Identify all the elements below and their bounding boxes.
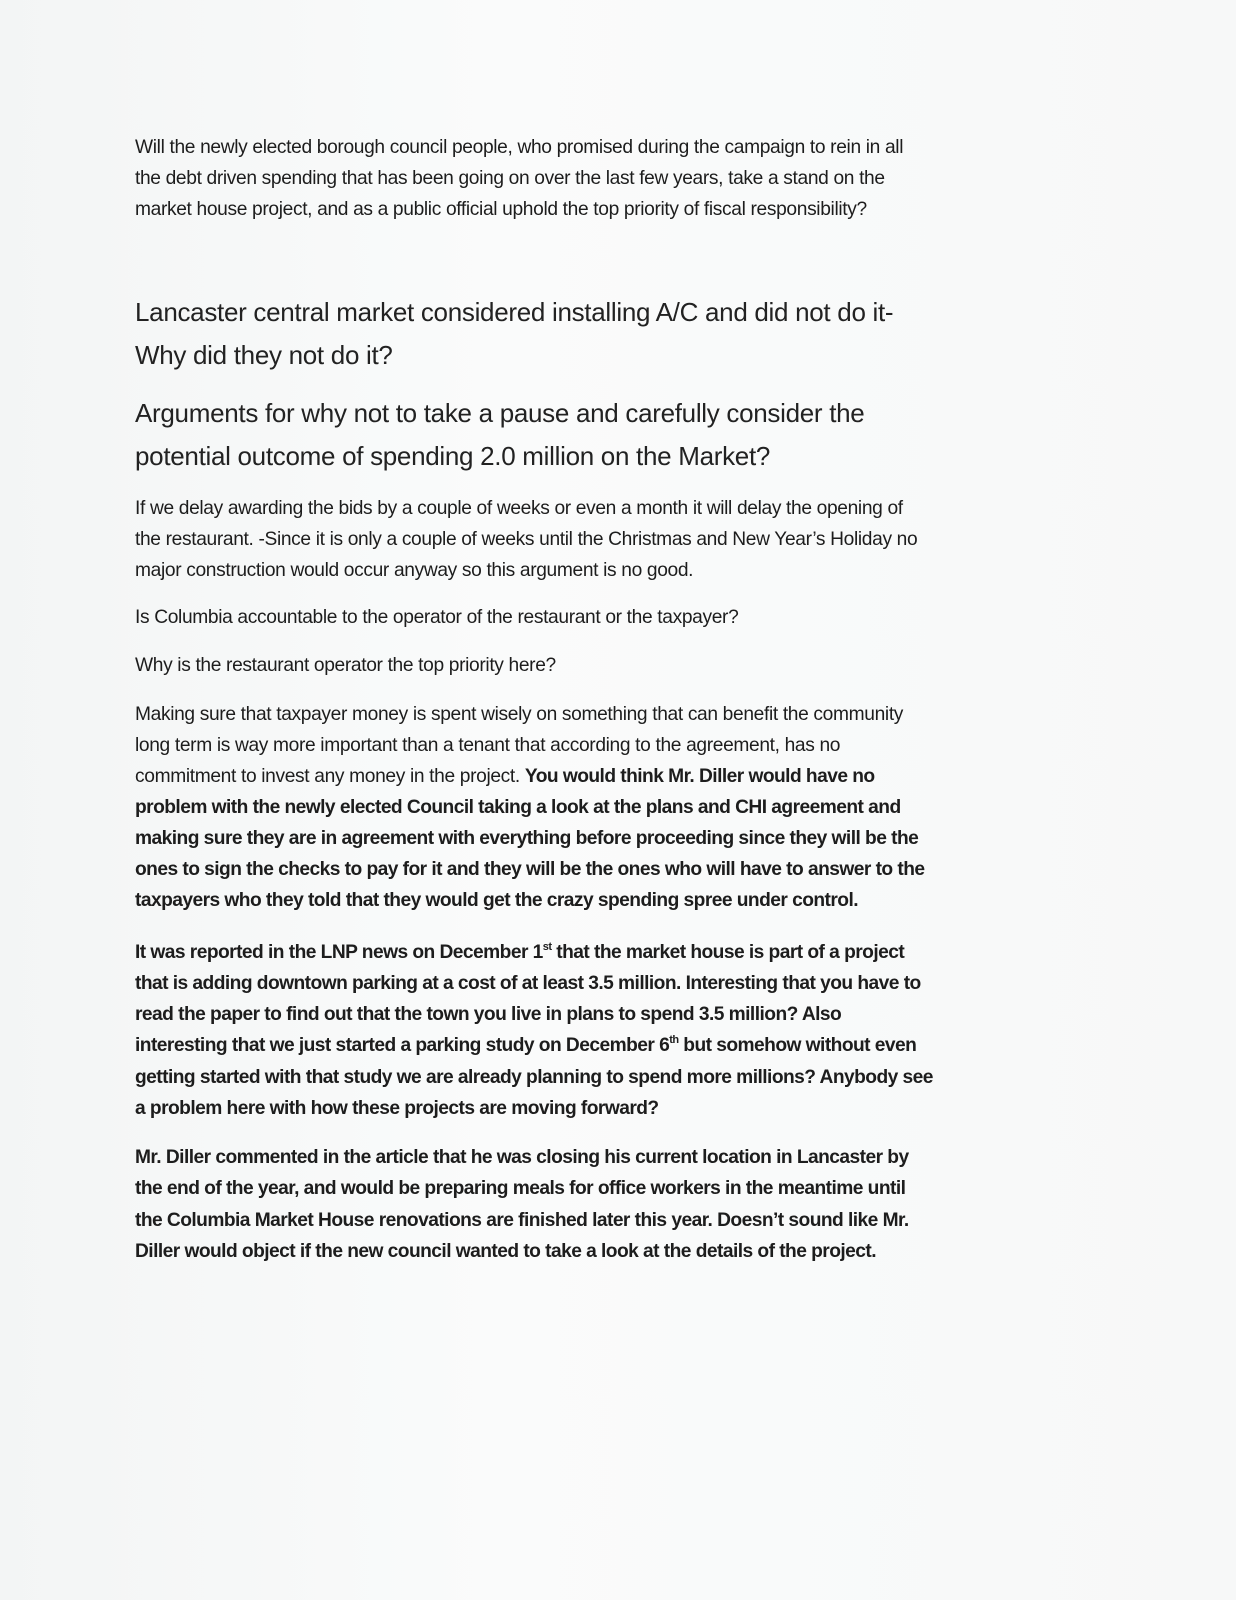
bold-text: the end of the year, and would be preparing meals for office workers in the meantime until (135, 1178, 906, 1199)
text-segment: major construction would occur anyway so this argument is no good. (135, 560, 694, 581)
text-line (135, 198, 867, 222)
text-segment: Why did they not do it? (135, 340, 393, 370)
bold-text: making sure they are in agreement with everything before proceeding since they will be the (135, 828, 919, 849)
bold-text: Mr. Diller commented in the article that he was closing his current location in Lancaster by (135, 1147, 909, 1168)
text-line (135, 1003, 841, 1027)
text-segment: Arguments for why not to take a pause and carefully consider the (135, 398, 865, 428)
text-line (135, 858, 925, 882)
text-line (135, 765, 875, 789)
text-line (135, 1209, 909, 1233)
bold-text: taxpayers who they told that they would get the crazy spending spree under control. (135, 890, 859, 911)
text-segment: Making sure that taxpayer money is spent wisely on something that can benefit the community (135, 704, 904, 725)
bold-text: You would think Mr. Diller would have no (524, 766, 875, 787)
text-line (135, 734, 840, 758)
bold-text: interesting that we just started a parking study on December 6 (135, 1035, 670, 1056)
text-line (135, 972, 921, 996)
text-segment: If we delay awarding the bids by a couple of weeks or even a month it will delay the opening of (135, 498, 903, 519)
text-line (135, 889, 858, 913)
text-line (135, 136, 903, 160)
text-line (135, 559, 693, 583)
text-line (135, 1097, 659, 1121)
text-line (135, 796, 901, 820)
bold-text: Diller would object if the new council wanted to take a look at the details of the project. (135, 1241, 877, 1262)
text-segment: Is Columbia accountable to the operator of the restaurant or the taxpayer? (135, 607, 739, 628)
text-line (135, 606, 738, 630)
bold-text: that is adding downtown parking at a cost of at least 3.5 million. Interesting that you have to (135, 973, 921, 994)
text-line (135, 1240, 876, 1264)
text-segment: Lancaster central market considered installing A/C and did not do it- (135, 297, 894, 327)
text-line (135, 339, 393, 371)
text-line (135, 654, 556, 678)
text-line (135, 167, 885, 191)
text-line (135, 1066, 933, 1090)
text-segment: long term is way more important than a tenant that according to the agreement, has no (135, 735, 841, 756)
text-line (135, 528, 917, 552)
text-line (135, 827, 918, 851)
text-line (135, 1146, 909, 1170)
text-line (135, 941, 904, 965)
text-line (135, 1177, 905, 1201)
text-line (135, 497, 903, 521)
ordinal-superscript: th (669, 1034, 679, 1046)
bold-text: getting started with that study we are already planning to spend more millions? Anybody see (135, 1067, 933, 1088)
text-segment: Will the newly elected borough council people, who promised during the campaign to rein in all (135, 137, 904, 158)
text-line (135, 440, 770, 472)
text-line (135, 296, 893, 328)
text-segment: the restaurant. -Since it is only a couple of weeks until the Christmas and New Year’s Holiday no (135, 529, 918, 550)
text-segment: Why is the restaurant operator the top priority here? (135, 655, 556, 676)
text-segment: the debt driven spending that has been going on over the last few years, take a stand on the (135, 168, 885, 189)
bold-text: It was reported in the LNP news on December 1 (135, 942, 543, 963)
bold-text: problem with the newly elected Council taking a look at the plans and CHI agreement and (135, 797, 901, 818)
bold-text: but somehow without even (678, 1035, 917, 1056)
bold-text: a problem here with how these projects are moving forward? (135, 1098, 659, 1119)
text-segment: commitment to invest any money in the project. (135, 766, 525, 787)
text-segment: potential outcome of spending 2.0 million on the Market? (135, 441, 771, 471)
bold-text: that the market house is part of a project (551, 942, 905, 963)
bold-text: read the paper to find out that the town you live in plans to spend 3.5 million? Also (135, 1004, 842, 1025)
text-segment: market house project, and as a public official uphold the top priority of fiscal responsibility? (135, 199, 867, 220)
text-line (135, 1034, 916, 1058)
ordinal-superscript: st (542, 941, 552, 953)
text-line (135, 397, 864, 429)
bold-text: ones to sign the checks to pay for it and they will be the ones who will have to answer to the (135, 859, 925, 880)
text-line (135, 703, 903, 727)
bold-text: the Columbia Market House renovations are finished later this year. Doesn’t sound like Mr. (135, 1210, 909, 1231)
